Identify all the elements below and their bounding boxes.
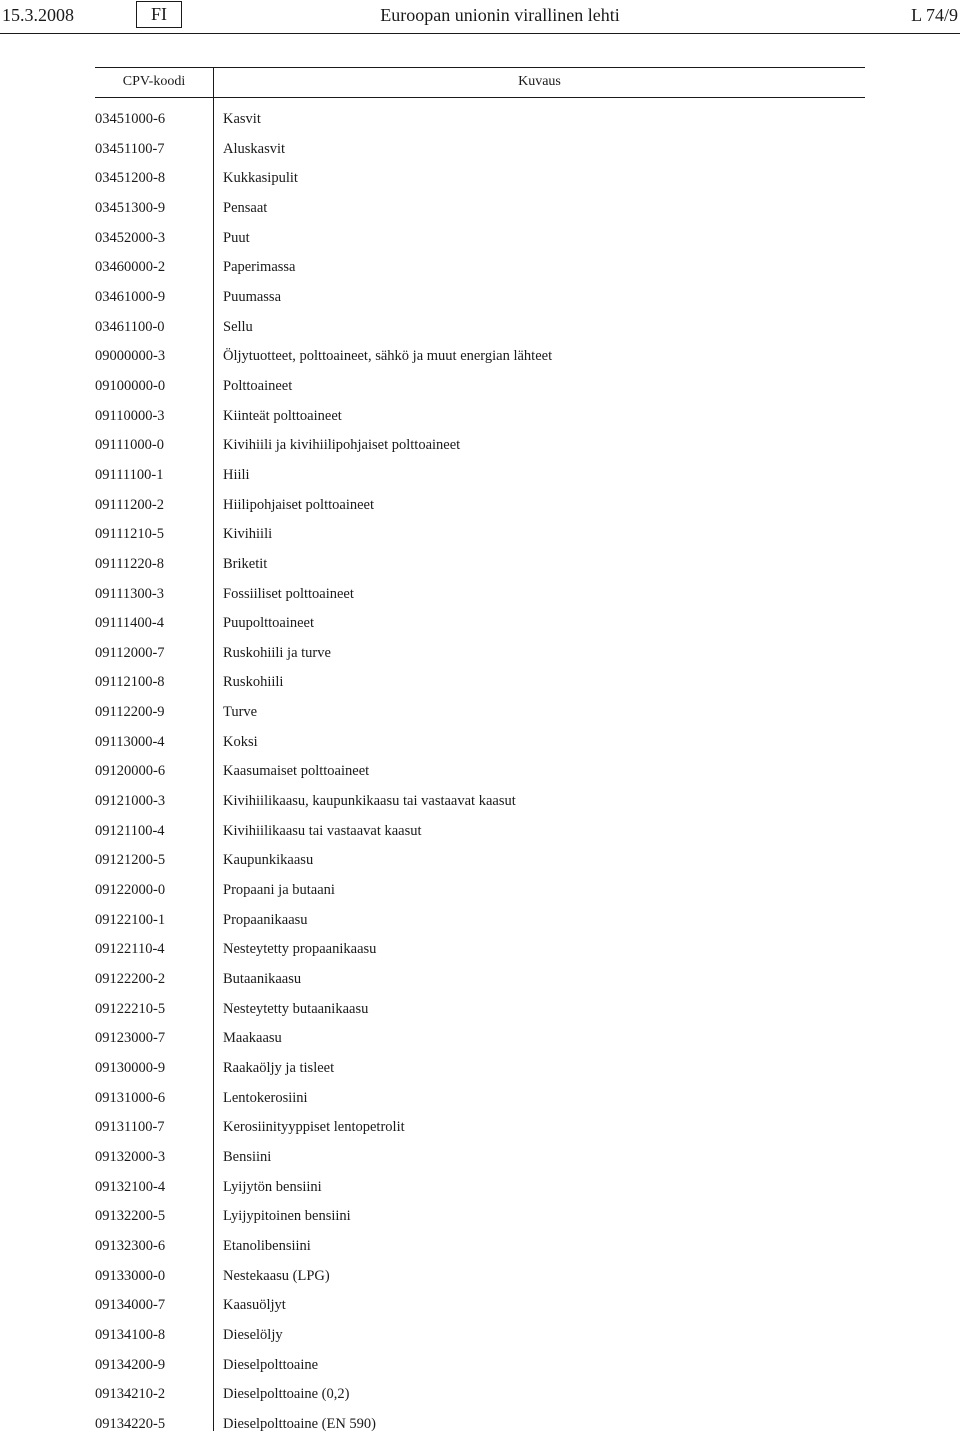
table-row (95, 937, 865, 967)
cpv-description: Kivihiilikaasu tai vastaavat kaasut (223, 822, 422, 839)
table-row (95, 967, 865, 997)
cpv-code: 09121100-4 (95, 822, 165, 839)
cpv-description: Lentokerosiini (223, 1089, 308, 1106)
cpv-description: Kukkasipulit (223, 170, 298, 187)
cpv-description: Briketit (223, 555, 268, 572)
cpv-code: 03460000-2 (95, 259, 166, 276)
cpv-description: Bensiini (223, 1148, 272, 1165)
cpv-description: Puumassa (223, 288, 281, 305)
table-row (95, 1353, 865, 1383)
cpv-description: Turve (223, 704, 258, 721)
cpv-description: Dieselöljy (223, 1326, 283, 1343)
cpv-code: 09122210-5 (95, 1000, 166, 1017)
cpv-code: 09111100-1 (95, 466, 164, 483)
cpv-code: 09134100-8 (95, 1326, 166, 1343)
table-row (95, 285, 865, 315)
table-row (95, 1204, 865, 1234)
cpv-description: Paperimassa (223, 259, 296, 276)
table-row (95, 908, 865, 938)
table-row (95, 344, 865, 374)
table-row (95, 641, 865, 671)
table-row (95, 1412, 865, 1442)
table-row (95, 670, 865, 700)
table-row (95, 1056, 865, 1086)
cpv-description: Koksi (223, 733, 258, 750)
table-row (95, 1115, 865, 1145)
cpv-description: Ruskohiili ja turve (223, 644, 331, 661)
cpv-code: 09112200-9 (95, 704, 165, 721)
cpv-description: Lyijytön bensiini (223, 1178, 322, 1195)
cpv-code: 09110000-3 (95, 407, 165, 424)
cpv-description: Ruskohiili (223, 674, 284, 691)
cpv-code: 09132000-3 (95, 1148, 166, 1165)
cpv-code: 09112100-8 (95, 674, 165, 691)
table-row (95, 404, 865, 434)
cpv-description: Pensaat (223, 199, 268, 216)
cpv-code: 09121000-3 (95, 793, 166, 810)
cpv-description: Dieselpolttoaine (EN 590) (223, 1415, 377, 1432)
cpv-code: 09130000-9 (95, 1060, 166, 1076)
cpv-description: Propaanikaasu (223, 911, 308, 928)
cpv-code: 09113000-4 (95, 733, 165, 750)
cpv-code: 09122200-2 (95, 971, 166, 988)
cpv-code: 03451200-8 (95, 170, 166, 187)
cpv-code: 03461000-9 (95, 288, 166, 305)
table-row (95, 582, 865, 612)
cpv-description: Raakaöljy ja tisleet (223, 1060, 335, 1076)
cpv-code: 09100000-0 (95, 377, 166, 394)
column-header-description: Kuvaus (518, 74, 561, 89)
table-row (95, 759, 865, 789)
cpv-code: 09111210-5 (95, 526, 165, 543)
cpv-code: 09122110-4 (95, 941, 165, 958)
table-row (95, 1293, 865, 1323)
cpv-description: Kiinteät polttoaineet (223, 407, 342, 424)
cpv-description: Nesteytetty butaanikaasu (223, 1000, 369, 1017)
cpv-code: 09120000-6 (95, 763, 166, 780)
table-row (95, 374, 865, 404)
cpv-description: Polttoaineet (223, 377, 293, 394)
cpv-code: 09123000-7 (95, 1030, 166, 1047)
cpv-code: 09112000-7 (95, 644, 165, 661)
table-row (95, 107, 865, 137)
publication-date: 15.3.2008 (2, 5, 74, 25)
table-top-rule (95, 67, 865, 68)
table-row (95, 463, 865, 493)
cpv-code: 09111300-3 (95, 585, 165, 602)
table-row (95, 433, 865, 463)
table-row (95, 1234, 865, 1264)
cpv-code: 09134210-2 (95, 1386, 166, 1403)
cpv-code: 03451000-6 (95, 111, 166, 127)
table-row (95, 730, 865, 760)
cpv-code: 09132100-4 (95, 1178, 166, 1195)
header-rule (0, 33, 960, 34)
table-row (95, 255, 865, 285)
cpv-description: Dieselpolttoaine (223, 1356, 319, 1373)
table-row (95, 1145, 865, 1175)
table-row (95, 1175, 865, 1205)
cpv-description: Kasvit (223, 111, 261, 127)
cpv-description: Hiili (223, 466, 250, 483)
cpv-description: Puupolttoaineet (223, 615, 315, 632)
cpv-code: 09134220-5 (95, 1415, 166, 1432)
cpv-description: Öljytuotteet, polttoaineet, sähkö ja muut energian lähteet (223, 348, 553, 365)
table-row (95, 522, 865, 552)
cpv-code: 09111400-4 (95, 615, 165, 632)
table-row (95, 819, 865, 849)
cpv-code: 09111000-0 (95, 437, 165, 454)
cpv-code: 09132300-6 (95, 1237, 166, 1254)
table-row (95, 997, 865, 1027)
cpv-description: Nestekaasu (LPG) (223, 1267, 330, 1284)
cpv-code: 09131100-7 (95, 1119, 165, 1136)
cpv-code: 09122000-0 (95, 882, 166, 899)
table-row (95, 166, 865, 196)
table-row (95, 493, 865, 523)
cpv-description: Kivihiili ja kivihiilipohjaiset polttoaineet (223, 437, 461, 454)
page-number: L 74/9 (911, 5, 958, 25)
cpv-description: Propaani ja butaani (223, 882, 335, 899)
cpv-description: Kaasuöljyt (223, 1297, 286, 1314)
cpv-code: 03461100-0 (95, 318, 165, 335)
journal-title: Euroopan unionin virallinen lehti (380, 5, 620, 25)
cpv-description: Sellu (223, 318, 253, 335)
cpv-code: 09111220-8 (95, 555, 165, 572)
cpv-code: 03452000-3 (95, 229, 166, 246)
cpv-code: 09122100-1 (95, 911, 166, 928)
cpv-description: Hiilipohjaiset polttoaineet (223, 496, 375, 513)
cpv-code: 09134000-7 (95, 1297, 166, 1314)
cpv-code: 03451300-9 (95, 199, 166, 216)
table-row (95, 878, 865, 908)
table-row (95, 1026, 865, 1056)
cpv-description: Kerosiinityyppiset lentopetrolit (223, 1119, 405, 1136)
cpv-description: Dieselpolttoaine (0,2) (223, 1386, 350, 1403)
cpv-code: 09000000-3 (95, 348, 166, 365)
cpv-code: 03451100-7 (95, 140, 165, 157)
table-row (95, 552, 865, 582)
cpv-description: Aluskasvit (223, 140, 286, 157)
cpv-description: Butaanikaasu (223, 971, 302, 988)
cpv-description: Lyijypitoinen bensiini (223, 1208, 351, 1225)
column-header-code: CPV-koodi (122, 74, 186, 89)
cpv-description: Kaupunkikaasu (223, 852, 314, 869)
cpv-code: 09111200-2 (95, 496, 165, 513)
page-header (0, 0, 960, 34)
cpv-code: 09131000-6 (95, 1089, 166, 1106)
language-badge: FI (136, 1, 182, 28)
cpv-description: Maakaasu (223, 1030, 282, 1047)
table-row (95, 1323, 865, 1353)
cpv-description: Fossiiliset polttoaineet (223, 585, 354, 602)
table-row (95, 1382, 865, 1412)
table-row (95, 137, 865, 167)
cpv-code: 09134200-9 (95, 1356, 166, 1373)
cpv-code: 09132200-5 (95, 1208, 166, 1225)
table-row (95, 848, 865, 878)
table-row (95, 611, 865, 641)
cpv-description: Kivihiilikaasu, kaupunkikaasu tai vastaavat kaasut (223, 793, 516, 810)
table-row (95, 700, 865, 730)
cpv-code: 09133000-0 (95, 1267, 166, 1284)
cpv-description: Kivihiili (223, 526, 273, 543)
cpv-description: Kaasumaiset polttoaineet (223, 763, 370, 780)
table-row (95, 1086, 865, 1116)
cpv-description: Etanolibensiini (223, 1237, 311, 1254)
table-header-rule (95, 97, 865, 98)
table-row (95, 226, 865, 256)
table-body (95, 107, 865, 1442)
cpv-description: Puut (223, 229, 250, 246)
table-row (95, 196, 865, 226)
table-row (95, 315, 865, 345)
cpv-description: Nesteytetty propaanikaasu (223, 941, 377, 958)
table-row (95, 789, 865, 819)
table-row (95, 1264, 865, 1294)
cpv-code: 09121200-5 (95, 852, 166, 869)
